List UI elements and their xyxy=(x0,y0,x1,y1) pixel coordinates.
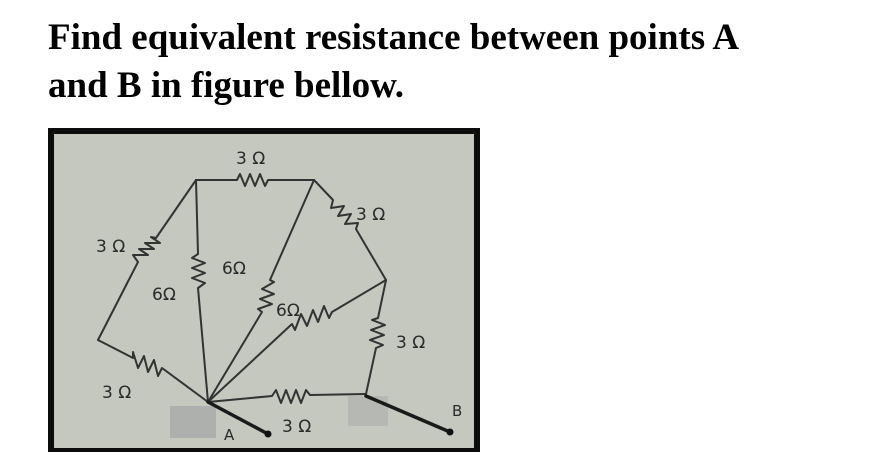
label-resistor-lower-left: 3 Ω xyxy=(102,383,132,403)
label-terminal-a: A xyxy=(224,426,235,444)
label-terminal-b: B xyxy=(452,402,463,420)
question-line-2: and B in figure bellow. xyxy=(48,65,405,106)
label-resistor-top: 3 Ω xyxy=(236,149,266,169)
label-resistor-left-diagonal: 6Ω xyxy=(152,285,176,305)
label-resistor-vertical-mid: 6Ω xyxy=(222,259,246,279)
label-resistor-upper-left: 3 Ω xyxy=(96,237,126,257)
terminal-b-patch xyxy=(348,396,388,426)
label-resistor-upper-right: 3 Ω xyxy=(356,205,386,225)
terminal-a-point xyxy=(265,431,272,438)
label-resistor-mid-diagonal: 6Ω xyxy=(276,301,300,321)
label-resistor-bottom: 3 Ω xyxy=(282,417,312,437)
question-text xyxy=(48,14,868,110)
circuit-diagram xyxy=(48,128,480,452)
label-resistor-right-vertical: 3 Ω xyxy=(396,333,426,353)
circuit-figure xyxy=(48,128,480,452)
terminal-a-patch xyxy=(170,406,216,438)
question-line-1: Find equivalent resistance between points A xyxy=(48,17,740,58)
terminal-b-point xyxy=(447,429,454,436)
